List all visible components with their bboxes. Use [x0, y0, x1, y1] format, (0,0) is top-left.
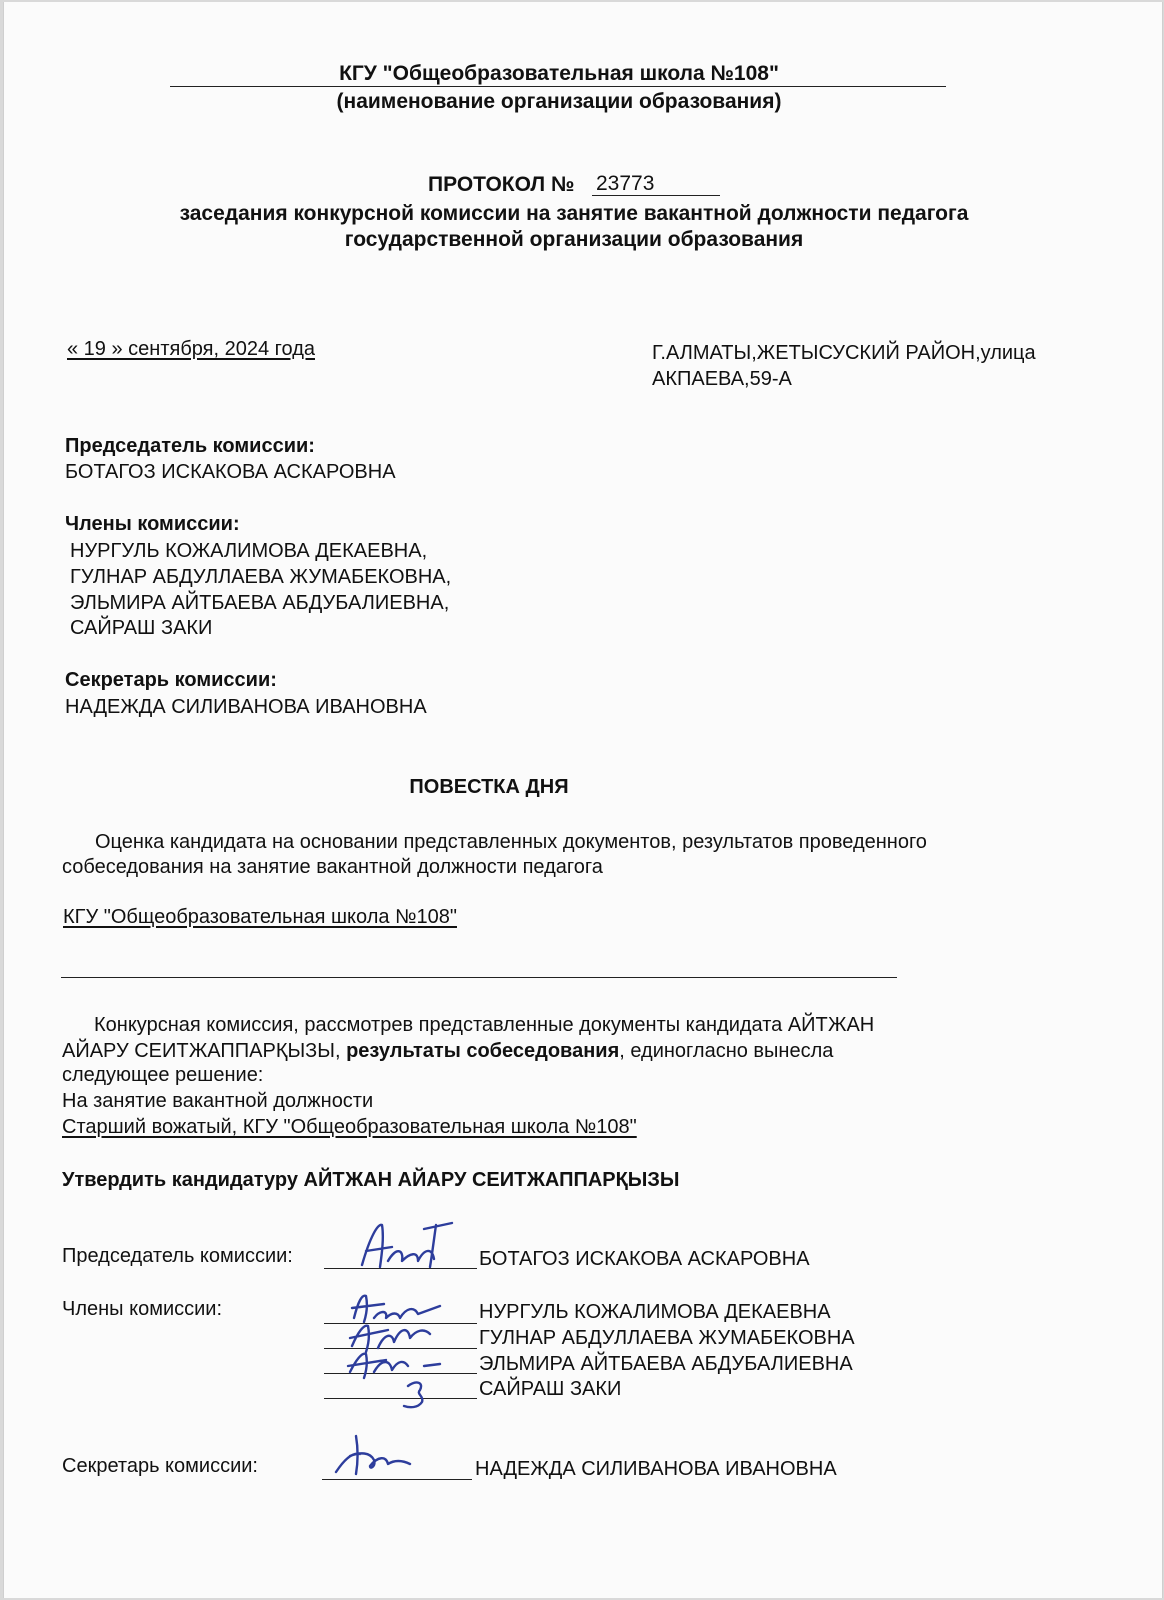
chair-signature	[352, 1217, 472, 1277]
sig-member-name: САЙРАШ ЗАКИ	[479, 1378, 622, 1400]
sig-secretary-label: Секретарь комиссии:	[62, 1455, 258, 1477]
sig-members-label: Члены комиссии:	[62, 1298, 223, 1320]
sig-member-name: НУРГУЛЬ КОЖАЛИМОВА ДЕКАЕВНА	[479, 1301, 831, 1323]
protocol-number: 23773	[596, 172, 655, 195]
sig-chair-name: БОТАГОЗ ИСКАКОВА АСКАРОВНА	[479, 1248, 810, 1270]
org-name: КГУ "Общеобразовательная школа №108"	[339, 62, 779, 85]
agenda-blank-line	[61, 977, 897, 978]
decision-line2	[62, 1040, 833, 1063]
decision-line3: следующее решение:	[62, 1064, 264, 1086]
meeting-date: « 19 » сентября, 2024 года	[67, 338, 315, 360]
protocol-number-underline	[592, 195, 720, 196]
document-page	[3, 2, 1163, 1598]
sig-chair-label: Председатель комиссии:	[62, 1245, 293, 1267]
decision-line2-end: , единогласно вынесла	[619, 1040, 834, 1062]
protocol-subtitle-line1: заседания конкурсной комиссии на занятие вакантной должности педагога	[179, 202, 969, 225]
member-name: НУРГУЛЬ КОЖАЛИМОВА ДЕКАЕВНА,	[70, 540, 428, 562]
decision-line1: Конкурсная комиссия, рассмотрев представленные документы кандидата АЙТЖАН	[94, 1014, 875, 1036]
position-title: Старший вожатый, КГУ "Общеобразовательная школа №108"	[62, 1116, 637, 1138]
members-label: Члены комиссии:	[65, 513, 240, 535]
member-name: ГУЛНАР АБДУЛЛАЕВА ЖУМАБЕКОВНА,	[70, 566, 452, 588]
member-name: САЙРАШ ЗАКИ	[70, 617, 213, 639]
address-line1: Г.АЛМАТЫ,ЖЕТЫСУСКИЙ РАЙОН,улица	[652, 342, 1036, 364]
approve-candidate: Утвердить кандидатуру АЙТЖАН АЙАРУ СЕИТЖАППАРҚЫЗЫ	[62, 1169, 680, 1191]
agenda-title: ПОВЕСТКА ДНЯ	[409, 776, 569, 798]
decision-line4: На занятие вакантной должности	[62, 1090, 374, 1112]
sig-member-name: ЭЛЬМИРА АЙТБАЕВА АБДУБАЛИЕВНА	[479, 1353, 853, 1375]
org-caption: (наименование организации образования)	[336, 90, 782, 113]
member-signature	[390, 1372, 450, 1412]
chair-name: БОТАГОЗ ИСКАКОВА АСКАРОВНА	[65, 461, 396, 483]
protocol-label: ПРОТОКОЛ №	[428, 173, 575, 196]
member-name: ЭЛЬМИРА АЙТБАЕВА АБДУБАЛИЕВНА,	[70, 592, 450, 614]
secretary-label: Секретарь комиссии:	[65, 669, 277, 691]
agenda-line1: Оценка кандидата на основании представленных документов, результатов проведенного	[95, 831, 927, 853]
protocol-subtitle-line2: государственной организации образования	[344, 228, 804, 251]
org-name-underline	[170, 86, 946, 87]
candidate-name: АЙАРУ СЕИТЖАППАРҚЫЗЫ,	[62, 1040, 347, 1062]
secretary-signature	[330, 1426, 430, 1480]
interview-results: результаты собеседования	[346, 1040, 620, 1062]
sig-secretary-name: НАДЕЖДА СИЛИВАНОВА ИВАНОВНА	[475, 1458, 837, 1480]
chair-label: Председатель комиссии:	[65, 435, 315, 457]
address-line2: АКПАЕВА,59-А	[652, 368, 792, 390]
sig-member-name: ГУЛНАР АБДУЛЛАЕВА ЖУМАБЕКОВНА	[479, 1327, 855, 1349]
agenda-org: КГУ "Общеобразовательная школа №108"	[63, 906, 457, 928]
agenda-line2: собеседования на занятие вакантной должности педагога	[62, 856, 603, 878]
secretary-name: НАДЕЖДА СИЛИВАНОВА ИВАНОВНА	[65, 696, 427, 718]
